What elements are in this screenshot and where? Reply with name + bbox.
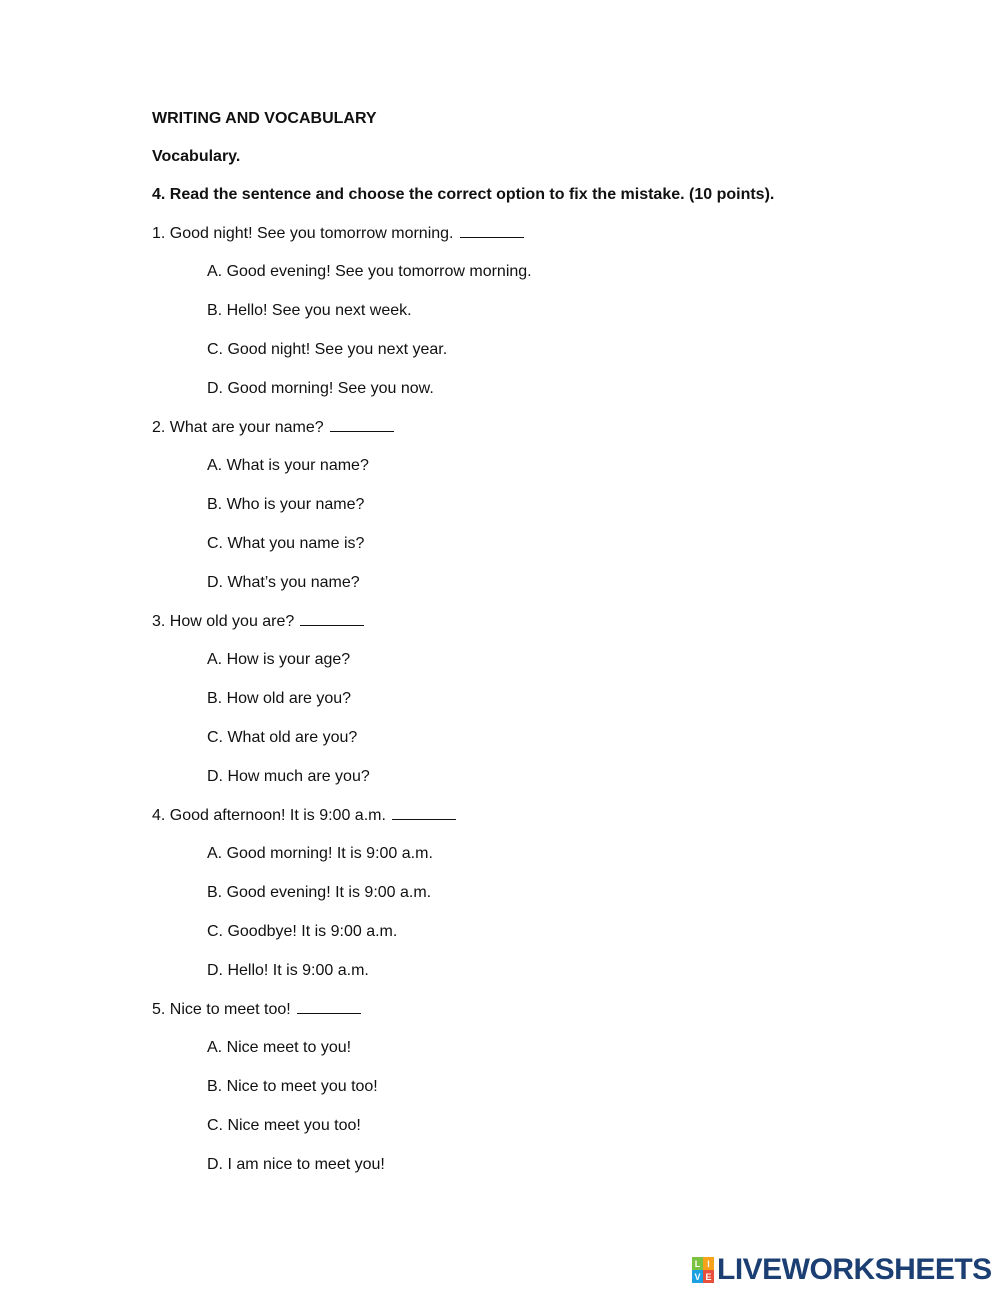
liveworksheets-logo (692, 1252, 992, 1288)
logo-badge-letter: V (692, 1270, 703, 1283)
answer-blank-5[interactable] (297, 999, 361, 1014)
question-1-option-b[interactable]: B. Hello! See you next week. (207, 302, 412, 319)
question-2-option-b[interactable]: B. Who is your name? (207, 496, 365, 513)
worksheet-heading: WRITING AND VOCABULARY (152, 110, 377, 127)
question-4-prompt: 4. Good afternoon! It is 9:00 a.m. (152, 807, 386, 824)
logo-text: LIVEWORKSHEETS (717, 1253, 992, 1286)
question-2-option-c[interactable]: C. What you name is? (207, 535, 365, 552)
question-5-prompt: 5. Nice to meet too! (152, 1001, 291, 1018)
question-2-option-d[interactable]: D. What’s you name? (207, 574, 360, 591)
question-4-option-c[interactable]: C. Goodbye! It is 9:00 a.m. (207, 923, 398, 940)
question-4 (152, 805, 456, 826)
question-3-option-d[interactable]: D. How much are you? (207, 768, 370, 785)
question-1-option-d[interactable]: D. Good morning! See you now. (207, 380, 434, 397)
question-5-option-b[interactable]: B. Nice to meet you too! (207, 1078, 378, 1095)
question-3 (152, 611, 364, 632)
question-1-option-c[interactable]: C. Good night! See you next year. (207, 341, 448, 358)
question-1-prompt: 1. Good night! See you tomorrow morning. (152, 225, 454, 242)
question-2-option-a[interactable]: A. What is your name? (207, 457, 369, 474)
answer-blank-4[interactable] (392, 805, 456, 820)
exercise-instruction: 4. Read the sentence and choose the correct option to fix the mistake. (10 points). (152, 186, 775, 203)
logo-badge-letter: I (703, 1257, 714, 1270)
question-1 (152, 223, 524, 244)
answer-blank-1[interactable] (460, 223, 524, 238)
question-2-prompt: 2. What are your name? (152, 419, 324, 436)
question-2 (152, 417, 394, 438)
question-4-option-b[interactable]: B. Good evening! It is 9:00 a.m. (207, 884, 432, 901)
question-5-option-a[interactable]: A. Nice meet to you! (207, 1039, 352, 1056)
question-5-option-c[interactable]: C. Nice meet you too! (207, 1117, 361, 1134)
logo-badge-icon (692, 1257, 714, 1283)
logo-badge-letter: E (703, 1270, 714, 1283)
question-5-option-d[interactable]: D. I am nice to meet you! (207, 1156, 385, 1173)
question-3-option-a[interactable]: A. How is your age? (207, 651, 351, 668)
question-3-option-c[interactable]: C. What old are you? (207, 729, 358, 746)
section-subheading: Vocabulary. (152, 148, 241, 165)
question-1-option-a[interactable]: A. Good evening! See you tomorrow morning. (207, 263, 532, 280)
answer-blank-3[interactable] (300, 611, 364, 626)
question-4-option-a[interactable]: A. Good morning! It is 9:00 a.m. (207, 845, 433, 862)
question-3-option-b[interactable]: B. How old are you? (207, 690, 352, 707)
logo-badge-letter: L (692, 1257, 703, 1270)
question-3-prompt: 3. How old you are? (152, 613, 295, 630)
answer-blank-2[interactable] (330, 417, 394, 432)
question-5 (152, 999, 361, 1020)
question-4-option-d[interactable]: D. Hello! It is 9:00 a.m. (207, 962, 369, 979)
